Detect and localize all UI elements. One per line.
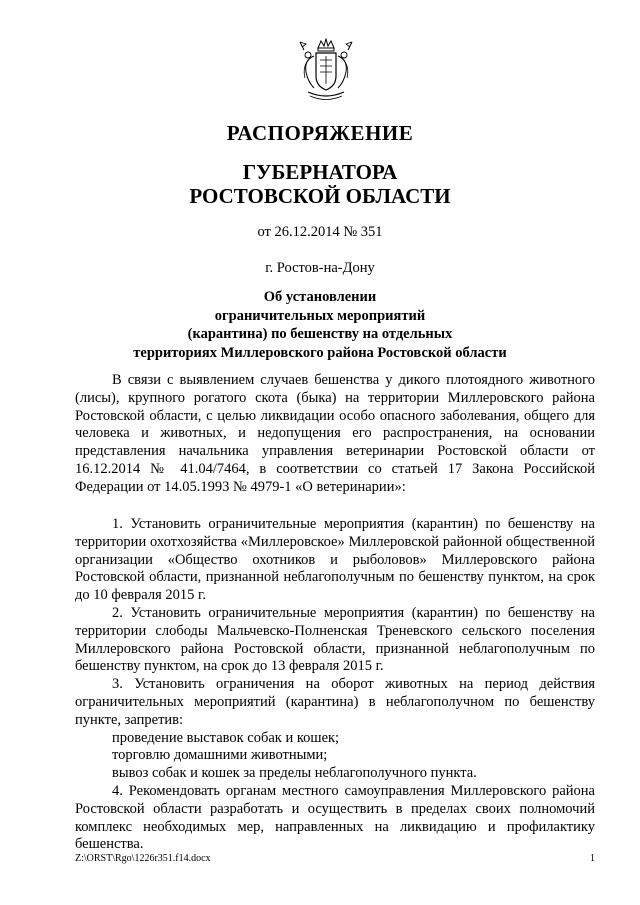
item-2: 2. Установить ограничительные мероприятия (карантин) по бешенству на территории слободы Мальчевско-Полненская Треневского сельского поселения Миллеровского района Ростовской области, признанной неблагополучным по бешенству пунктом, на срок до 13 февраля 2015 г.	[75, 604, 595, 675]
item-3-sub-b: торговлю домашними животными;	[112, 747, 328, 764]
footer-page-number: 1	[590, 853, 595, 864]
item-3: 3. Установить ограничения на оборот животных на период действия ограничительных мероприятий (карантина) в неблагополучном по бешенству пункте, запретив:	[75, 676, 595, 728]
subject-line: Об установлении	[263, 289, 377, 305]
coat-of-arms-icon	[296, 38, 356, 104]
document-title: РАСПОРЯЖЕНИЕ	[226, 121, 414, 145]
subject-line: ограничительных мероприятий	[214, 307, 426, 324]
intro-block	[75, 372, 595, 497]
item-4: 4. Рекомендовать органам местного самоуправления Миллеровского района Ростовской области разработать и осуществить в пределах своих полномочий комплекс необходимых мер, направленных на ликвидацию и профилактику бешенства.	[75, 782, 595, 853]
authority-line-1: ГУБЕРНАТОРА	[242, 160, 398, 184]
authority-line-2: РОСТОВСКОЙ ОБЛАСТИ	[189, 184, 451, 208]
subject-line: (карантина) по бешенству на отдельных	[187, 326, 453, 343]
item-3-sub-a: проведение выставок собак и кошек;	[112, 729, 340, 746]
city: г. Ростов-на-Дону	[265, 260, 375, 276]
item-3-sub-c: вывоз собак и кошек за пределы неблагополучного пункта.	[112, 765, 477, 782]
date-number: от 26.12.2014 № 351	[257, 224, 383, 240]
footer-file-path: Z:\ORST\Rgo\1226r351.f14.docx	[75, 853, 211, 864]
item-1: 1. Установить ограничительные мероприятия (карантин) по бешенству на территории охотхозяйства «Миллеровское» Миллеровской районной общественной организации «Общество охотников и рыболовов» Миллеровского района Ростовской области, признанной неблагополучным по бешенству пунктом, на срок до 10 февраля 2015 г.	[75, 516, 595, 604]
intro-paragraph: В связи с выявлением случаев бешенства у дикого плотоядного животного (лисы), крупного рогатого скота (быка) на территории Миллеровского района Ростовской области, с целью ликвидации особо опасного заболевания, общего для человека и животных, и недопущения его распространения, на основании представления начальника управления ветеринарии Ростовской области от 16.12.2014 № 41.04/7464, в соответствии со статьей 17 Закона Российской Федерации от 14.05.1993 № 4979-1 «О ветеринарии»:	[75, 372, 595, 495]
subject-line: территориях Миллеровского района Ростовской области	[133, 344, 507, 361]
subject-heading	[0, 288, 640, 362]
items-block	[75, 516, 595, 854]
